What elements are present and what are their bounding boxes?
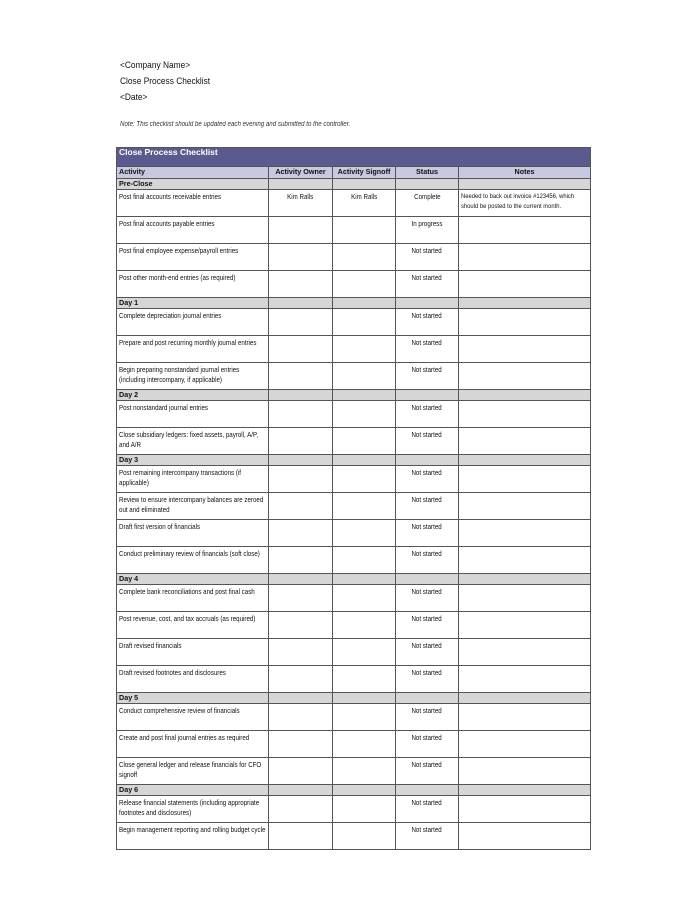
- activity-cell[interactable]: [117, 309, 269, 336]
- document-title: Close Process Checklist: [120, 76, 211, 87]
- notes-cell[interactable]: [459, 428, 591, 455]
- section-empty-cell: [459, 785, 591, 796]
- section-empty-cell: [333, 785, 396, 796]
- notes-cell[interactable]: [459, 190, 591, 217]
- table-row: [117, 336, 591, 363]
- status-cell[interactable]: [396, 823, 459, 850]
- column-header-notes: Notes: [459, 167, 591, 179]
- table-row: [117, 731, 591, 758]
- activity-cell[interactable]: [117, 520, 269, 547]
- status-text: Not started: [411, 311, 443, 320]
- status-cell[interactable]: [396, 244, 459, 271]
- status-cell[interactable]: [396, 612, 459, 639]
- owner-cell[interactable]: [269, 666, 333, 693]
- activity-text: Prepare and post recurring monthly journal entries: [119, 338, 257, 347]
- signoff-cell[interactable]: [333, 466, 396, 493]
- table-row: [117, 217, 591, 244]
- signoff-cell[interactable]: [333, 336, 396, 363]
- activity-cell[interactable]: [117, 547, 269, 574]
- section-empty-cell: [396, 785, 459, 796]
- signoff-cell[interactable]: [333, 823, 396, 850]
- section-label: Day 6: [117, 785, 269, 796]
- section-row: [117, 693, 591, 704]
- section-empty-cell: [459, 179, 591, 190]
- section-empty-cell: [396, 693, 459, 704]
- column-header-row: [117, 167, 591, 179]
- activity-text: Post revenue, cost, and tax accruals (as required): [119, 614, 256, 623]
- section-row: [117, 179, 591, 190]
- notes-cell[interactable]: [459, 363, 591, 390]
- activity-cell[interactable]: [117, 271, 269, 298]
- status-cell[interactable]: [396, 758, 459, 785]
- section-empty-cell: [269, 785, 333, 796]
- owner-cell[interactable]: [269, 612, 333, 639]
- table-row: [117, 796, 591, 823]
- activity-cell[interactable]: [117, 796, 269, 823]
- status-cell[interactable]: [396, 363, 459, 390]
- notes-cell[interactable]: [459, 758, 591, 785]
- signoff-cell[interactable]: [333, 704, 396, 731]
- status-text: Not started: [411, 246, 443, 255]
- table-row: [117, 363, 591, 390]
- activity-text: Conduct comprehensive review of financials: [119, 706, 240, 715]
- signoff-cell[interactable]: [333, 520, 396, 547]
- section-label: Pre-Close: [117, 179, 269, 190]
- table-row: [117, 401, 591, 428]
- notes-text: Needed to back out invoice #123456, which should be posted to the current month.: [461, 193, 575, 210]
- owner-cell[interactable]: [269, 309, 333, 336]
- notes-cell[interactable]: [459, 309, 591, 336]
- notes-cell[interactable]: [459, 520, 591, 547]
- table-row: [117, 309, 591, 336]
- notes-cell[interactable]: [459, 466, 591, 493]
- document-header: [120, 58, 210, 106]
- status-cell[interactable]: [396, 309, 459, 336]
- signoff-cell[interactable]: [333, 244, 396, 271]
- status-text: Not started: [411, 668, 443, 677]
- status-cell[interactable]: [396, 731, 459, 758]
- section-row: [117, 390, 591, 401]
- notes-cell[interactable]: [459, 547, 591, 574]
- status-text: In progress: [411, 219, 443, 228]
- activity-cell[interactable]: [117, 704, 269, 731]
- section-empty-cell: [396, 390, 459, 401]
- status-cell[interactable]: [396, 190, 459, 217]
- activity-text: Draft revised footnotes and disclosures: [119, 668, 226, 677]
- activity-cell[interactable]: [117, 244, 269, 271]
- status-text: Not started: [411, 825, 443, 834]
- activity-cell[interactable]: [117, 612, 269, 639]
- status-text: Not started: [411, 522, 443, 531]
- owner-cell[interactable]: [269, 428, 333, 455]
- notes-cell[interactable]: [459, 796, 591, 823]
- activity-cell[interactable]: [117, 823, 269, 850]
- section-row: [117, 574, 591, 585]
- status-cell[interactable]: [396, 704, 459, 731]
- status-text: Not started: [411, 641, 443, 650]
- notes-cell[interactable]: [459, 401, 591, 428]
- status-text: Not started: [411, 760, 443, 769]
- status-cell[interactable]: [396, 796, 459, 823]
- owner-text: Kim Ralls: [287, 192, 314, 201]
- signoff-cell[interactable]: [333, 612, 396, 639]
- table-row: [117, 466, 591, 493]
- signoff-cell[interactable]: [333, 493, 396, 520]
- notes-cell[interactable]: [459, 493, 591, 520]
- activity-cell[interactable]: [117, 493, 269, 520]
- activity-cell[interactable]: [117, 585, 269, 612]
- signoff-cell[interactable]: [333, 363, 396, 390]
- column-header-activity: Activity: [117, 167, 269, 179]
- section-empty-cell: [459, 455, 591, 466]
- table-row: [117, 493, 591, 520]
- owner-cell[interactable]: [269, 493, 333, 520]
- status-cell[interactable]: [396, 401, 459, 428]
- status-cell[interactable]: [396, 547, 459, 574]
- owner-cell[interactable]: [269, 823, 333, 850]
- table-row: [117, 639, 591, 666]
- status-cell[interactable]: [396, 336, 459, 363]
- activity-text: Post nonstandard journal entries: [119, 403, 209, 412]
- section-empty-cell: [269, 298, 333, 309]
- status-text: Complete: [413, 192, 441, 201]
- section-label: Day 5: [117, 693, 269, 704]
- activity-text: Review to ensure intercompany balances are zeroed out and eliminated: [119, 495, 264, 514]
- status-cell[interactable]: [396, 639, 459, 666]
- section-empty-cell: [459, 693, 591, 704]
- activity-text: Draft revised financials: [119, 641, 182, 650]
- notes-cell[interactable]: [459, 217, 591, 244]
- activity-cell[interactable]: [117, 401, 269, 428]
- section-empty-cell: [459, 298, 591, 309]
- status-text: Not started: [411, 614, 443, 623]
- section-empty-cell: [333, 455, 396, 466]
- section-row: [117, 298, 591, 309]
- owner-cell[interactable]: [269, 466, 333, 493]
- owner-cell[interactable]: [269, 639, 333, 666]
- section-empty-cell: [396, 455, 459, 466]
- status-text: Not started: [411, 468, 443, 477]
- signoff-cell[interactable]: [333, 271, 396, 298]
- section-empty-cell: [269, 455, 333, 466]
- status-text: Not started: [411, 706, 443, 715]
- activity-text: Post final accounts payable entries: [119, 219, 215, 228]
- activity-text: Post final accounts receivable entries: [119, 192, 222, 201]
- notes-cell[interactable]: [459, 704, 591, 731]
- owner-cell[interactable]: [269, 217, 333, 244]
- section-empty-cell: [269, 693, 333, 704]
- section-empty-cell: [396, 298, 459, 309]
- activity-cell[interactable]: [117, 731, 269, 758]
- section-empty-cell: [333, 693, 396, 704]
- activity-cell[interactable]: [117, 428, 269, 455]
- notes-cell[interactable]: [459, 666, 591, 693]
- table-title-row: [117, 148, 591, 167]
- table-row: [117, 520, 591, 547]
- section-empty-cell: [269, 574, 333, 585]
- owner-cell[interactable]: [269, 585, 333, 612]
- activity-cell[interactable]: [117, 190, 269, 217]
- notes-cell[interactable]: [459, 612, 591, 639]
- activity-cell[interactable]: [117, 758, 269, 785]
- signoff-cell[interactable]: [333, 190, 396, 217]
- status-text: Not started: [411, 733, 443, 742]
- table-row: [117, 244, 591, 271]
- table-row: [117, 190, 591, 217]
- activity-cell[interactable]: [117, 666, 269, 693]
- status-cell[interactable]: [396, 585, 459, 612]
- activity-text: Close subsidiary ledgers: fixed assets, payroll, A/P, and A/R: [119, 430, 259, 449]
- section-empty-cell: [333, 390, 396, 401]
- owner-cell[interactable]: [269, 547, 333, 574]
- activity-text: Create and post final journal entries as required: [119, 733, 250, 742]
- activity-text: Draft first version of financials: [119, 522, 201, 531]
- table-row: [117, 428, 591, 455]
- owner-cell[interactable]: [269, 401, 333, 428]
- owner-cell[interactable]: [269, 704, 333, 731]
- status-text: Not started: [411, 338, 443, 347]
- activity-cell[interactable]: [117, 639, 269, 666]
- table-row: [117, 547, 591, 574]
- notes-cell[interactable]: [459, 823, 591, 850]
- company-name: <Company Name>: [120, 60, 191, 71]
- document-date: <Date>: [120, 92, 148, 103]
- status-cell[interactable]: [396, 217, 459, 244]
- activity-text: Post final employee expense/payroll entries: [119, 246, 239, 255]
- notes-cell[interactable]: [459, 244, 591, 271]
- section-row: [117, 455, 591, 466]
- signoff-cell[interactable]: [333, 758, 396, 785]
- status-text: Not started: [411, 587, 443, 596]
- status-text: Not started: [411, 430, 443, 439]
- table-row: [117, 758, 591, 785]
- activity-text: Begin management reporting and rolling budget cycle: [119, 825, 266, 834]
- owner-cell[interactable]: [269, 244, 333, 271]
- signoff-cell[interactable]: [333, 217, 396, 244]
- activity-text: Complete bank reconciliations and post final cash: [119, 587, 255, 596]
- notes-cell[interactable]: [459, 731, 591, 758]
- activity-text: Begin preparing nonstandard journal entries (including intercompany, if applicable): [119, 365, 240, 384]
- table-title: Close Process Checklist: [117, 148, 591, 167]
- section-label: Day 1: [117, 298, 269, 309]
- column-header-signoff: Activity Signoff: [333, 167, 396, 179]
- notes-cell[interactable]: [459, 336, 591, 363]
- notes-cell[interactable]: [459, 639, 591, 666]
- status-cell[interactable]: [396, 466, 459, 493]
- signoff-cell[interactable]: [333, 796, 396, 823]
- table-row: [117, 823, 591, 850]
- activity-text: Close general ledger and release financials for CFO signoff: [119, 760, 262, 779]
- owner-cell[interactable]: [269, 271, 333, 298]
- instruction-note: Note: This checklist should be updated each evening and submitted to the controller.: [120, 121, 351, 128]
- notes-cell[interactable]: [459, 271, 591, 298]
- table-row: [117, 612, 591, 639]
- signoff-cell[interactable]: [333, 639, 396, 666]
- owner-cell[interactable]: [269, 758, 333, 785]
- activity-text: Conduct preliminary review of financials (soft close): [119, 549, 260, 558]
- section-empty-cell: [459, 574, 591, 585]
- section-empty-cell: [459, 390, 591, 401]
- status-text: Not started: [411, 403, 443, 412]
- status-cell[interactable]: [396, 666, 459, 693]
- section-label: Day 3: [117, 455, 269, 466]
- table-row: [117, 666, 591, 693]
- activity-cell[interactable]: [117, 466, 269, 493]
- status-text: Not started: [411, 365, 443, 374]
- activity-text: Post other month-end entries (as required): [119, 273, 236, 282]
- signoff-cell[interactable]: [333, 731, 396, 758]
- section-empty-cell: [333, 179, 396, 190]
- status-text: Not started: [411, 549, 443, 558]
- notes-cell[interactable]: [459, 585, 591, 612]
- column-header-owner: Activity Owner: [269, 167, 333, 179]
- activity-text: Post remaining intercompany transactions (if applicable): [119, 468, 241, 487]
- section-empty-cell: [333, 298, 396, 309]
- status-text: Not started: [411, 798, 443, 807]
- table-row: [117, 704, 591, 731]
- activity-text: Release financial statements (including appropriate footnotes and disclosures): [119, 798, 260, 817]
- owner-cell[interactable]: [269, 796, 333, 823]
- status-cell[interactable]: [396, 520, 459, 547]
- section-empty-cell: [269, 390, 333, 401]
- section-empty-cell: [396, 574, 459, 585]
- status-cell[interactable]: [396, 428, 459, 455]
- section-row: [117, 785, 591, 796]
- section-label: Day 2: [117, 390, 269, 401]
- signoff-cell[interactable]: [333, 547, 396, 574]
- table-row: [117, 585, 591, 612]
- status-cell[interactable]: [396, 271, 459, 298]
- table-row: [117, 271, 591, 298]
- activity-cell[interactable]: [117, 363, 269, 390]
- column-header-status: Status: [396, 167, 459, 179]
- signoff-cell[interactable]: [333, 585, 396, 612]
- owner-cell[interactable]: [269, 520, 333, 547]
- owner-cell[interactable]: [269, 190, 333, 217]
- owner-cell[interactable]: [269, 363, 333, 390]
- owner-cell[interactable]: [269, 336, 333, 363]
- signoff-cell[interactable]: [333, 309, 396, 336]
- signoff-cell[interactable]: [333, 401, 396, 428]
- status-cell[interactable]: [396, 493, 459, 520]
- section-empty-cell: [333, 574, 396, 585]
- section-empty-cell: [269, 179, 333, 190]
- signoff-text: Kim Ralls: [350, 192, 378, 201]
- checklist-table: [116, 147, 591, 850]
- status-text: Not started: [411, 273, 443, 282]
- signoff-cell[interactable]: [333, 428, 396, 455]
- signoff-cell[interactable]: [333, 666, 396, 693]
- status-text: Not started: [411, 495, 443, 504]
- section-label: Day 4: [117, 574, 269, 585]
- owner-cell[interactable]: [269, 731, 333, 758]
- activity-cell[interactable]: [117, 336, 269, 363]
- activity-text: Complete depreciation journal entries: [119, 311, 222, 320]
- section-empty-cell: [396, 179, 459, 190]
- activity-cell[interactable]: [117, 217, 269, 244]
